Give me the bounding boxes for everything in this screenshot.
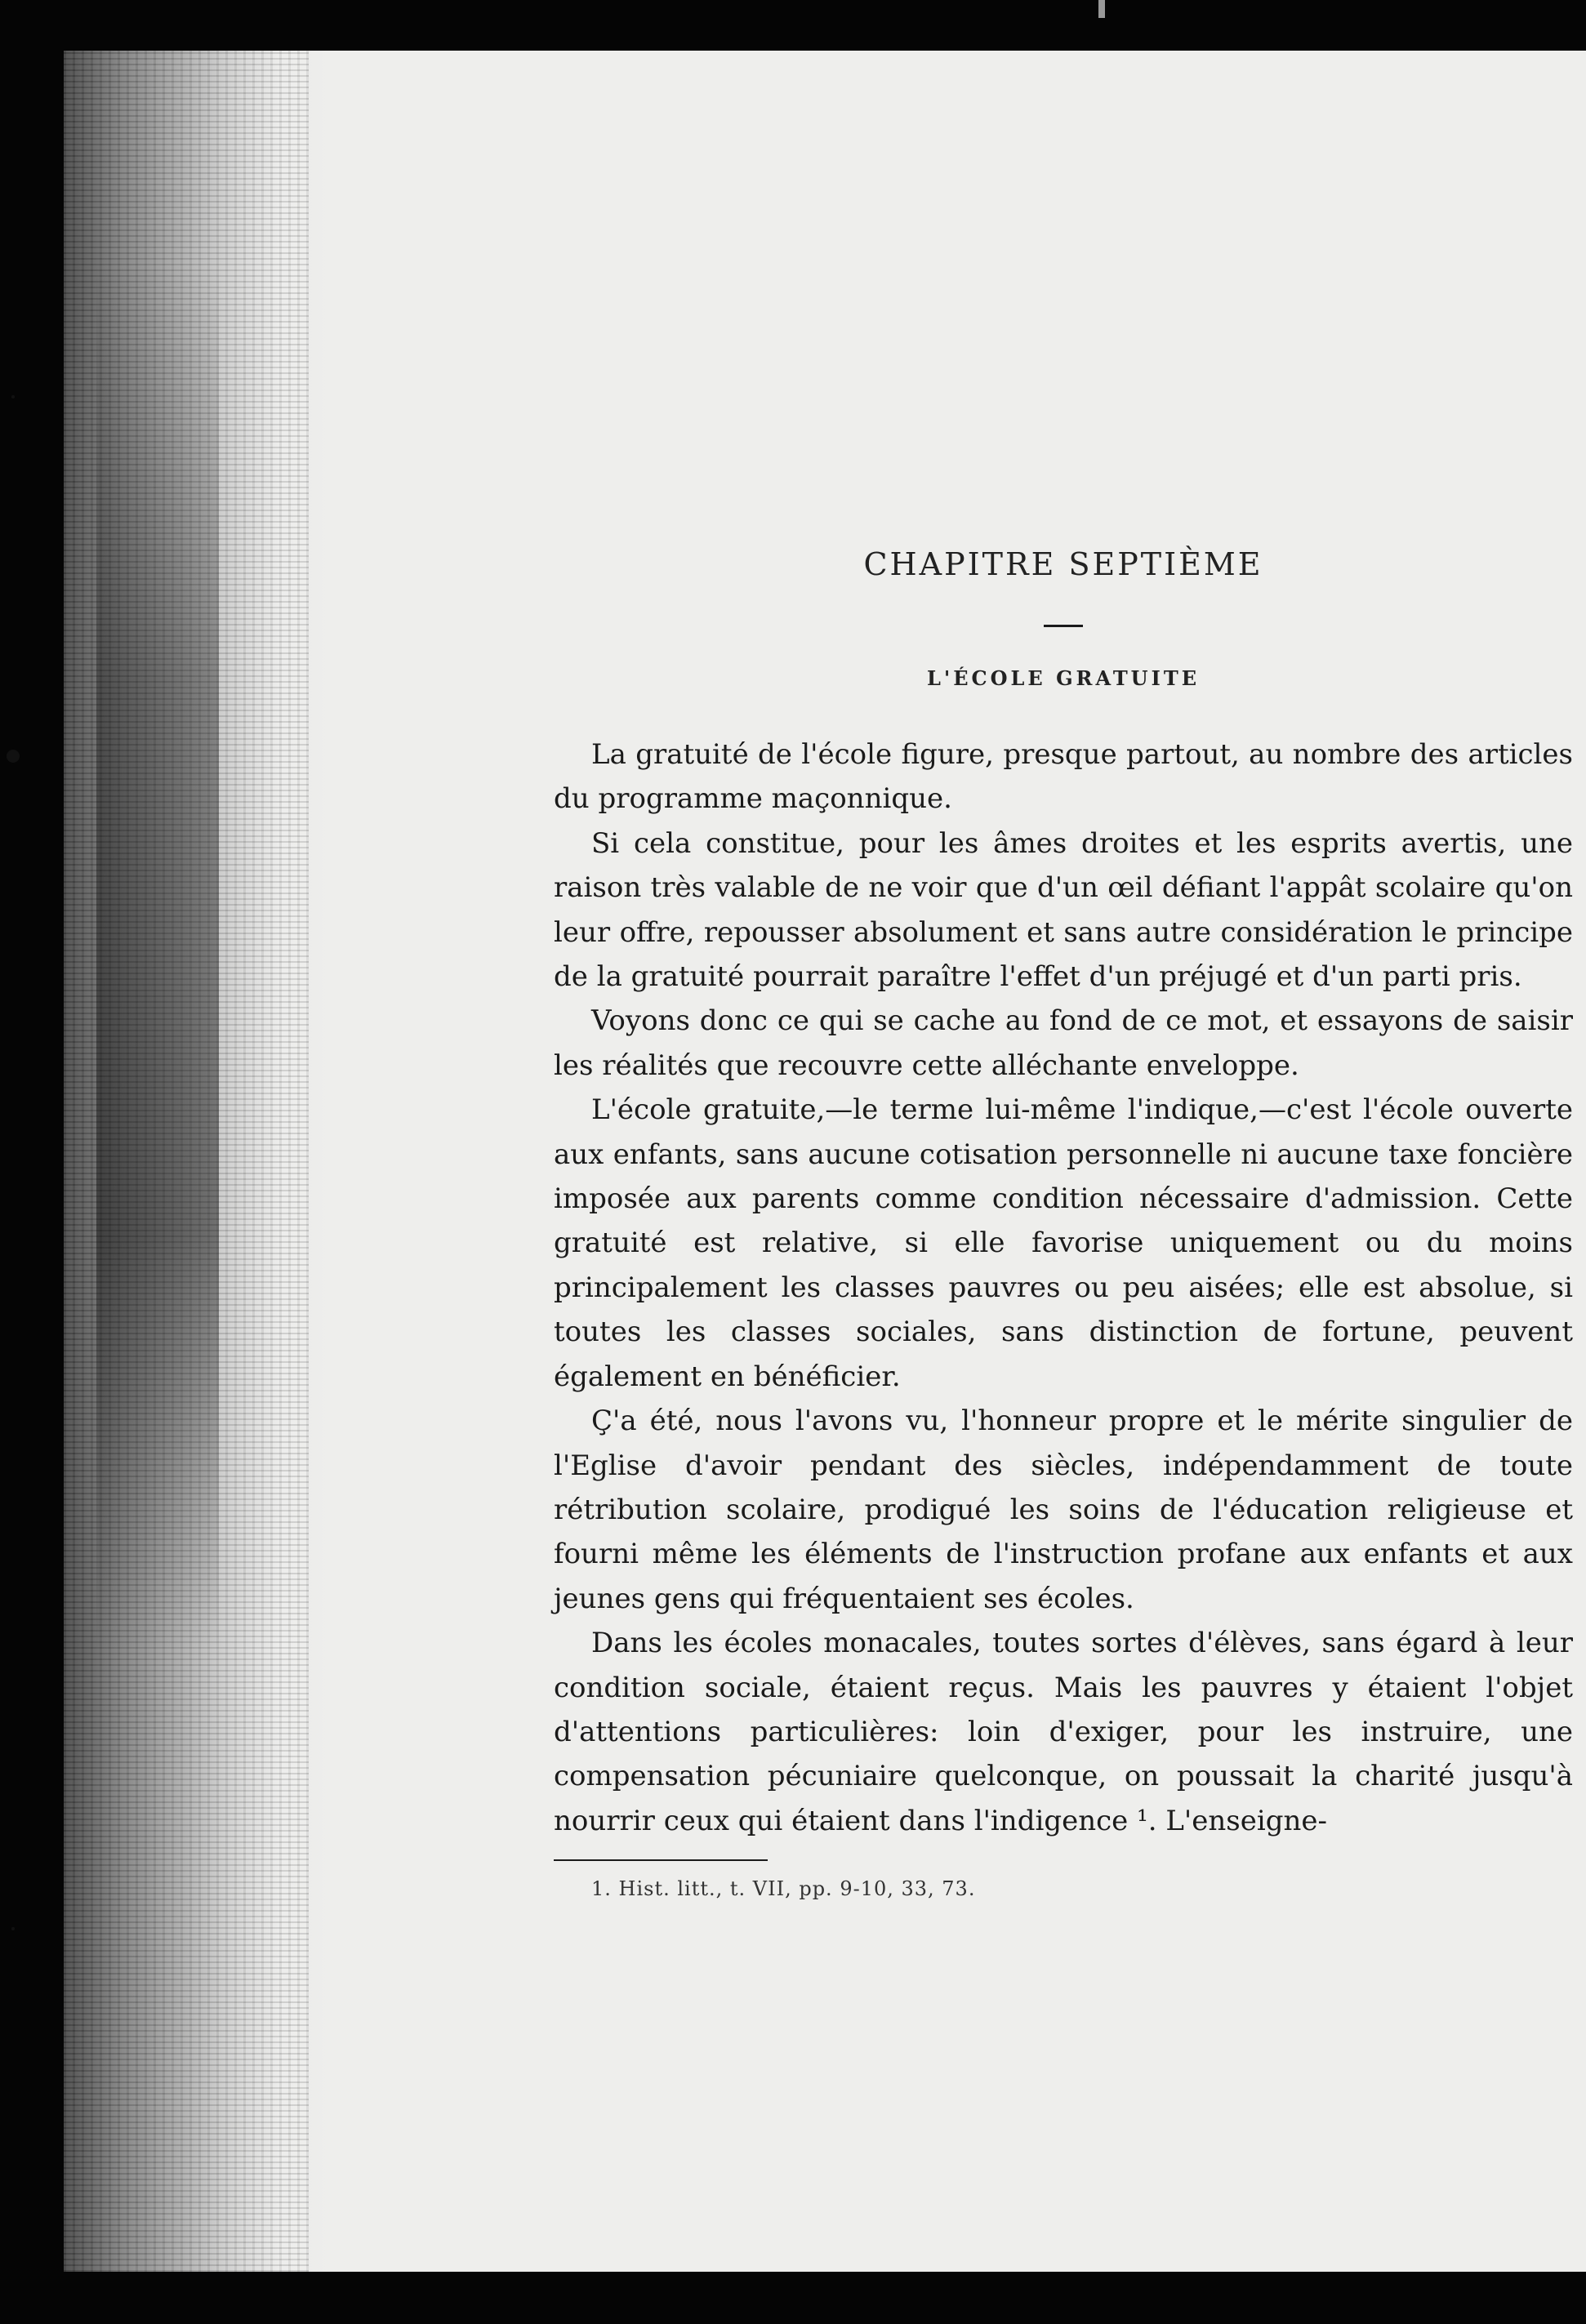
book-page bbox=[64, 51, 1586, 2272]
paragraph: Voyons donc ce qui se cache au fond de ce mot, et essayons de saisir les réalités que recouvre cette alléchante enveloppe. bbox=[554, 1004, 1573, 1082]
paragraph: La gratuité de l'école figure, presque partout, au nombre des articles du programme maçonnique. bbox=[554, 738, 1573, 816]
section-title: L'ÉCOLE GRATUITE bbox=[927, 666, 1200, 690]
paragraph: Dans les écoles monacales, toutes sortes d'élèves, sans égard à leur condition sociale, étaient reçus. Mais les pauvres y étaient l'objet d'attentions particulières: loin d'exiger, pour les instruire, une compensation pécuniaire quelconque, on poussait la charité jusqu'à nourrir ceux qui étaient dans l'indigence ¹. L'enseigne- bbox=[554, 1627, 1573, 1837]
scan-speck bbox=[11, 1927, 15, 1930]
text-block bbox=[554, 492, 1573, 1900]
footnote-rule bbox=[554, 1859, 768, 1861]
paragraph: Si cela constitue, pour les âmes droites et les esprits avertis, une raison très valable de ne voir que d'un œil défiant l'appât scolaire qu'on leur offre, repousser absolument et sans autre considération le principe de la gratuité pourrait paraître l'effet d'un préjugé et d'un parti pris. bbox=[554, 826, 1573, 994]
body-text bbox=[554, 732, 1573, 1843]
scan-artifact bbox=[1098, 0, 1105, 18]
chapter-title: CHAPITRE SEPTIÈME bbox=[863, 546, 1263, 582]
title-rule bbox=[1044, 625, 1083, 627]
paragraph: L'école gratuite,—le terme lui-même l'indique,—c'est l'école ouverte aux enfants, sans aucune cotisation personnelle ni aucune taxe foncière imposée aux parents comme condition nécessaire d'admission. Cette gratuité est relative, si elle favorise uniquement ou du moins principalement les classes pauvres ou peu aisées; elle est absolue, si toutes les classes sociales, sans distinction de fortune, peuvent également en bénéficier. bbox=[554, 1093, 1573, 1393]
binding-gutter-dark-band bbox=[96, 263, 219, 1651]
scan-speck bbox=[11, 395, 15, 398]
footnote: 1. Hist. litt., t. VII, pp. 9-10, 33, 73. bbox=[591, 1877, 976, 1901]
paragraph: Ç'a été, nous l'avons vu, l'honneur propre et le mérite singulier de l'Eglise d'avoir pendant des siècles, indépendamment de toute rétribution scolaire, prodigué les soins de l'éducation religieuse et fourni même les éléments de l'instruction profane aux enfants et aux jeunes gens qui fréquentaient ses écoles. bbox=[554, 1405, 1573, 1615]
scan-speck bbox=[7, 750, 20, 763]
